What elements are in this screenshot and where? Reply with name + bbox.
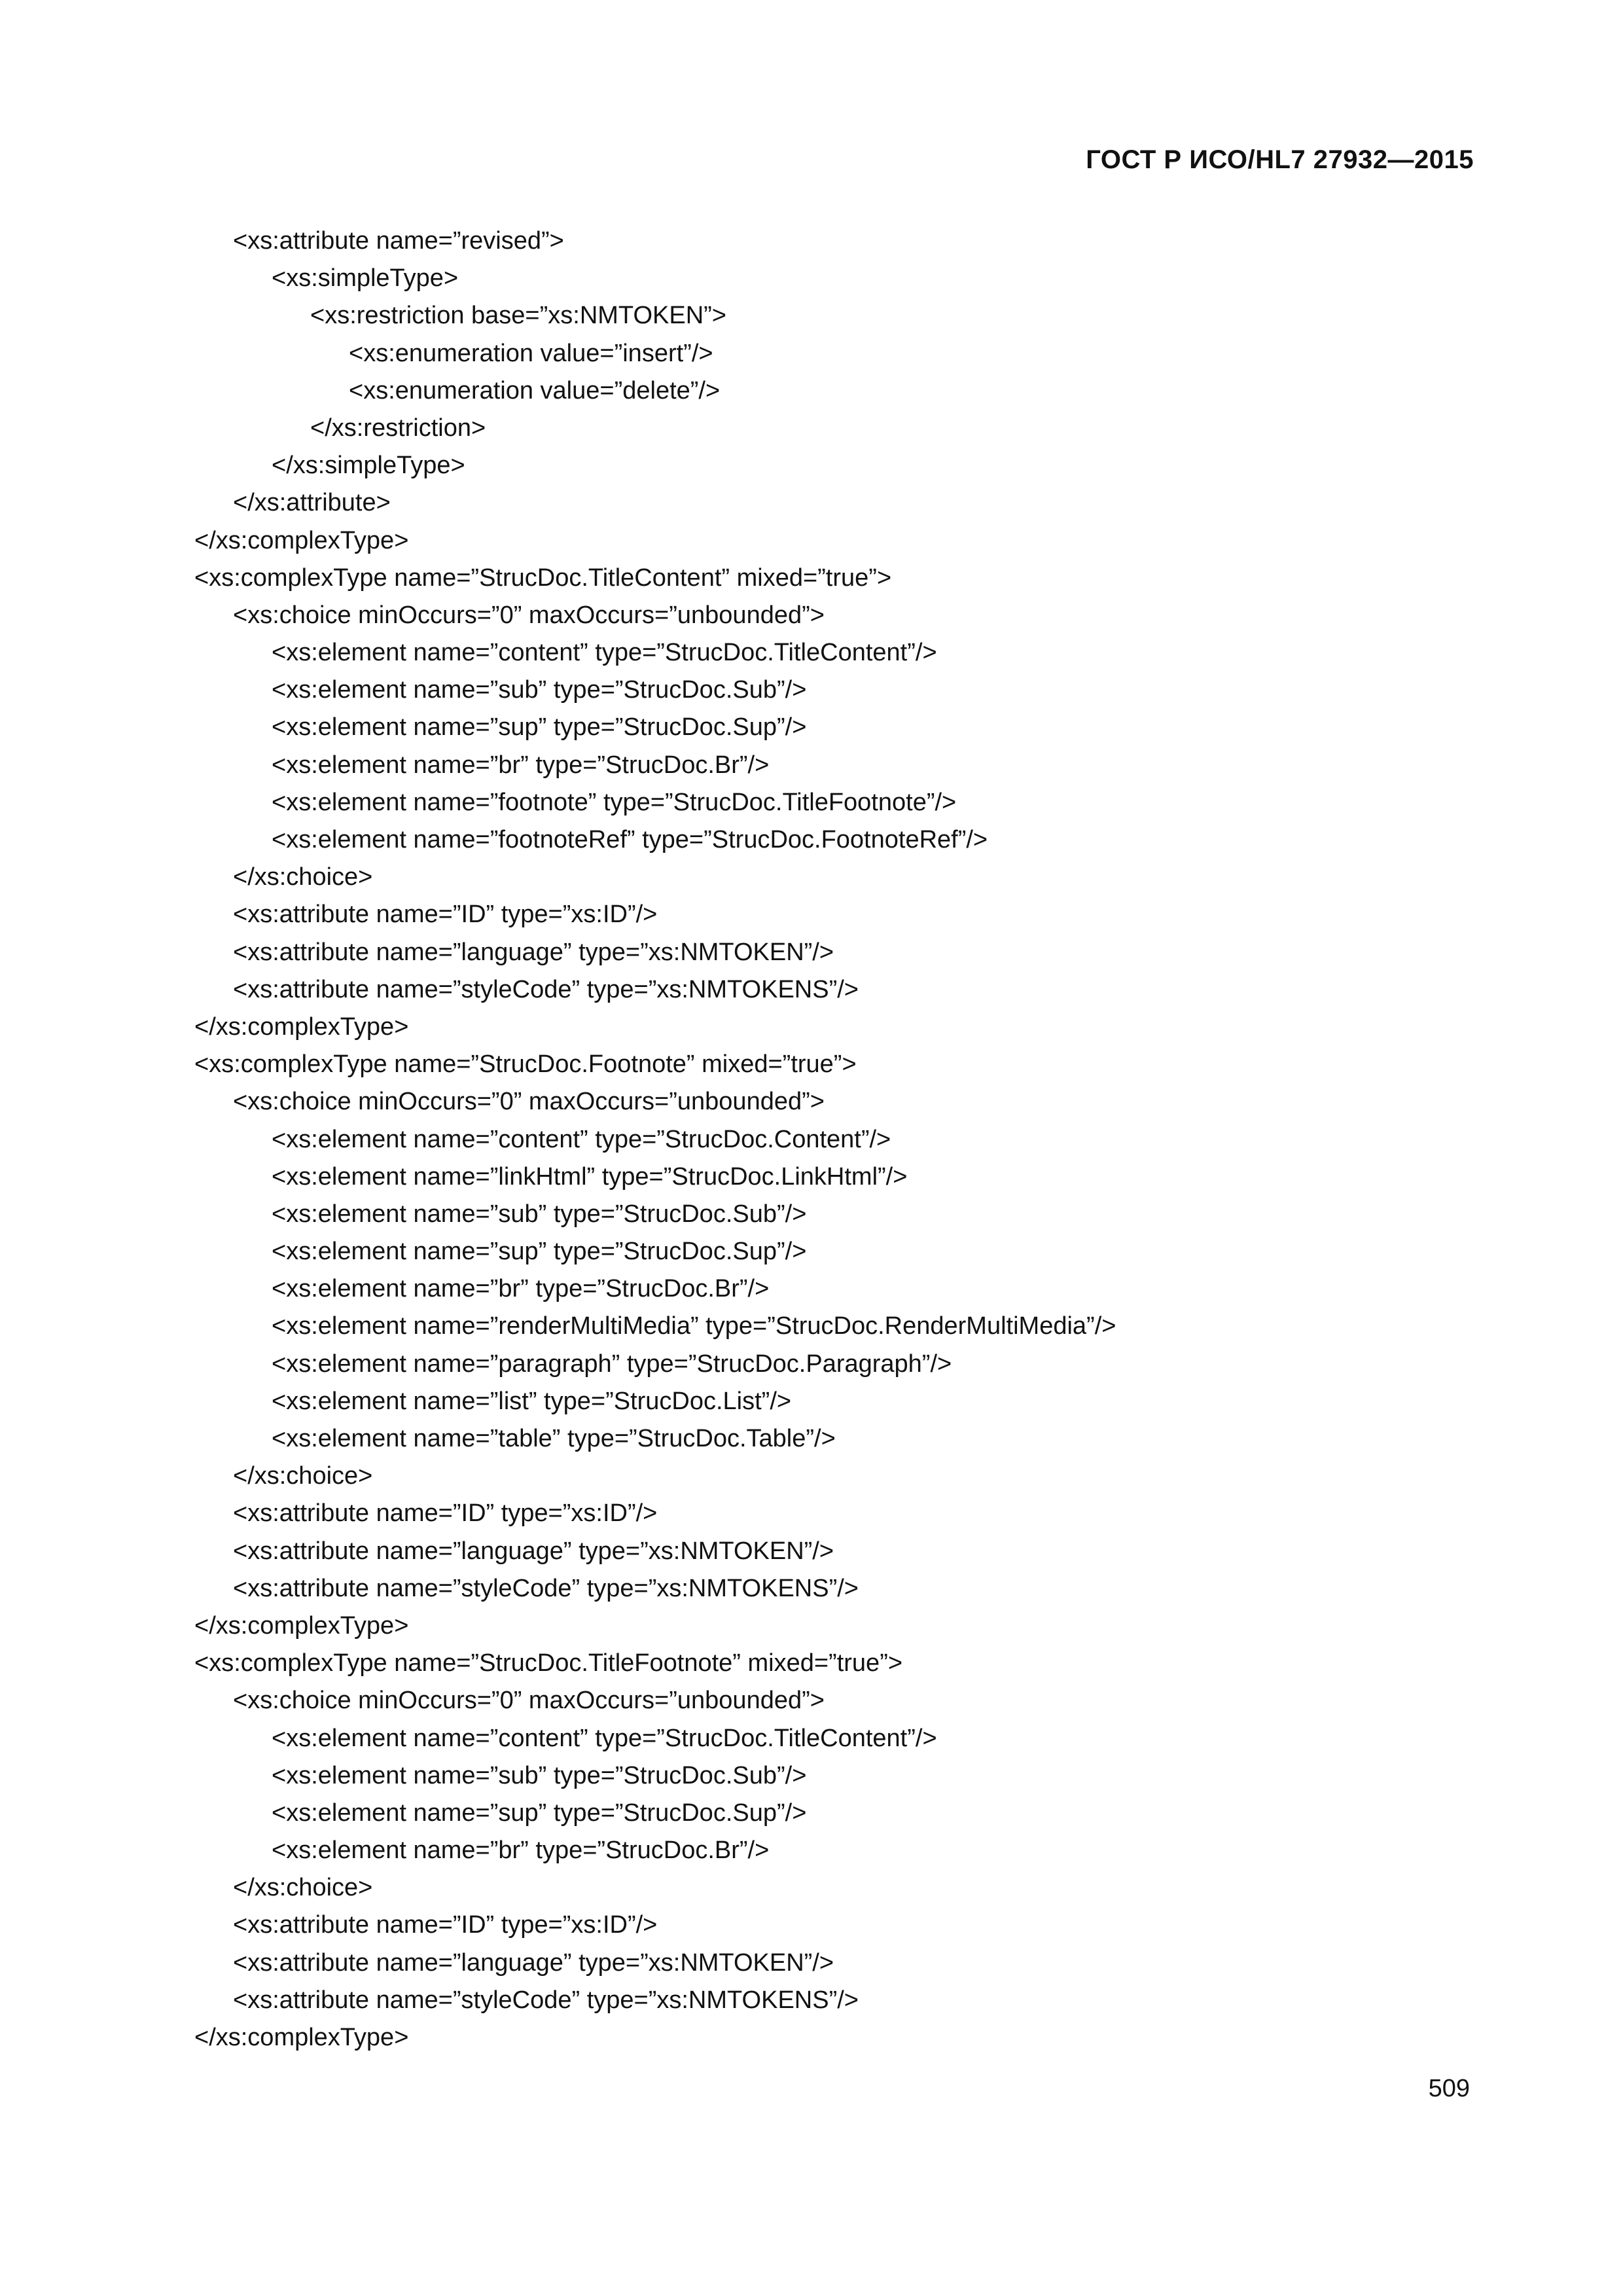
code-line: <xs:simpleType>: [272, 264, 459, 293]
code-line: <xs:choice minOccurs=”0” maxOccurs=”unbounded”>: [233, 1687, 825, 1715]
code-line: <xs:element name=”sup” type=”StrucDoc.Sup”/>: [272, 1799, 807, 1827]
code-line: <xs:element name=”content” type=”StrucDoc.Content”/>: [272, 1125, 891, 1153]
code-line: <xs:attribute name=”styleCode” type=”xs:NMTOKENS”/>: [233, 975, 859, 1003]
code-line: <xs:element name=”br” type=”StrucDoc.Br”/>: [272, 751, 770, 779]
code-line: <xs:element name=”list” type=”StrucDoc.List”/>: [272, 1387, 792, 1415]
code-line: <xs:attribute name=”language” type=”xs:NMTOKEN”/>: [233, 1537, 834, 1565]
code-line: <xs:element name=”renderMultiMedia” type=”StrucDoc.RenderMultiMedia”/>: [272, 1312, 1116, 1340]
code-line: <xs:complexType name=”StrucDoc.TitleContent” mixed=”true”>: [194, 564, 892, 592]
code-line: <xs:attribute name=”revised”>: [233, 227, 564, 255]
code-line: <xs:element name=”linkHtml” type=”StrucDoc.LinkHtml”/>: [272, 1162, 908, 1191]
code-line: <xs:choice minOccurs=”0” maxOccurs=”unbounded”>: [233, 1088, 825, 1116]
code-line: <xs:element name=”sup” type=”StrucDoc.Sup”/>: [272, 713, 807, 742]
code-line: </xs:choice>: [233, 1462, 373, 1490]
code-line: <xs:enumeration value=”delete”/>: [349, 376, 721, 404]
code-line: <xs:complexType name=”StrucDoc.TitleFootnote” mixed=”true”>: [194, 1649, 903, 1677]
code-line: </xs:complexType>: [194, 526, 409, 554]
code-line: <xs:element name=”content” type=”StrucDoc.TitleContent”/>: [272, 1724, 937, 1752]
code-line: <xs:element name=”paragraph” type=”StrucDoc.Paragraph”/>: [272, 1350, 952, 1378]
code-line: <xs:element name=”footnote” type=”StrucDoc.TitleFootnote”/>: [272, 788, 957, 816]
code-line: <xs:attribute name=”styleCode” type=”xs:NMTOKENS”/>: [233, 1986, 859, 2014]
code-line: <xs:element name=”sub” type=”StrucDoc.Sub”/>: [272, 676, 807, 704]
code-line: <xs:attribute name=”ID” type=”xs:ID”/>: [233, 1911, 658, 1939]
code-line: <xs:element name=”footnoteRef” type=”StrucDoc.FootnoteRef”/>: [272, 826, 988, 853]
code-line: <xs:element name=”sub” type=”StrucDoc.Sub”/>: [272, 1200, 807, 1228]
code-line: <xs:element name=”table” type=”StrucDoc.Table”/>: [272, 1425, 836, 1452]
code-line: <xs:attribute name=”language” type=”xs:NMTOKEN”/>: [233, 938, 834, 966]
code-line: <xs:attribute name=”styleCode” type=”xs:NMTOKENS”/>: [233, 1574, 859, 1602]
code-line: <xs:attribute name=”ID” type=”xs:ID”/>: [233, 1499, 658, 1528]
code-line: </xs:complexType>: [194, 1611, 409, 1640]
document-header: ГОСТ Р ИСО/HL7 27932—2015: [1086, 145, 1474, 174]
code-line: <xs:attribute name=”ID” type=”xs:ID”/>: [233, 901, 658, 929]
code-line: </xs:simpleType>: [272, 452, 465, 480]
code-line: <xs:choice minOccurs=”0” maxOccurs=”unbounded”>: [233, 601, 825, 629]
code-line: <xs:element name=”br” type=”StrucDoc.Br”/>: [272, 1837, 770, 1865]
code-line: </xs:complexType>: [194, 1013, 409, 1041]
code-line: </xs:choice>: [233, 863, 373, 891]
code-line: <xs:element name=”content” type=”StrucDoc.TitleContent”/>: [272, 639, 937, 667]
code-line: <xs:complexType name=”StrucDoc.Footnote” mixed=”true”>: [194, 1050, 857, 1079]
code-line: <xs:restriction base=”xs:NMTOKEN”>: [310, 302, 726, 330]
code-line: <xs:element name=”sup” type=”StrucDoc.Sup”/>: [272, 1238, 807, 1266]
code-line: </xs:attribute>: [233, 489, 391, 517]
xml-schema-listing: [194, 223, 1503, 2056]
code-line: </xs:restriction>: [310, 414, 486, 442]
code-line: <xs:attribute name=”language” type=”xs:NMTOKEN”/>: [233, 1948, 834, 1977]
code-line: <xs:enumeration value=”insert”/>: [349, 339, 713, 367]
code-line: <xs:element name=”br” type=”StrucDoc.Br”/>: [272, 1275, 770, 1303]
page-number: 509: [1428, 2075, 1470, 2102]
code-line: </xs:choice>: [233, 1874, 373, 1902]
code-line: </xs:complexType>: [194, 2024, 409, 2051]
code-line: <xs:element name=”sub” type=”StrucDoc.Sub”/>: [272, 1761, 807, 1789]
